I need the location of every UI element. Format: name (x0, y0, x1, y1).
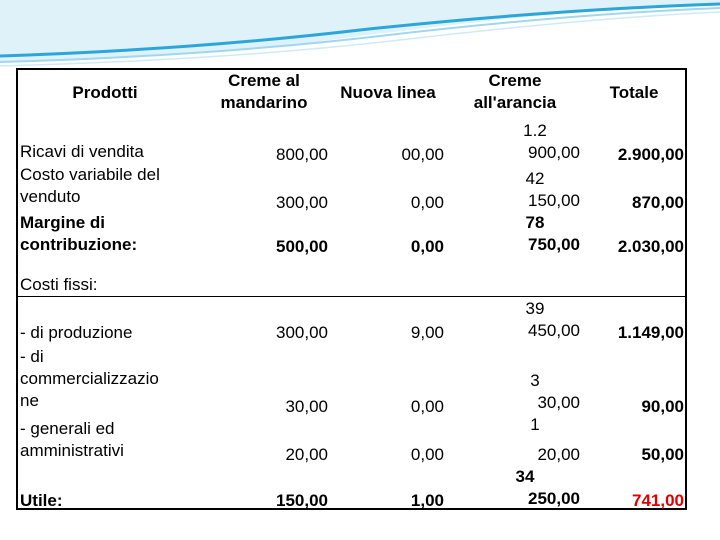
mandarino-generali: 20,00 (285, 445, 328, 464)
nuova-costo-variabile: 0,00 (410, 193, 444, 212)
label-produzione: - di produzione (20, 323, 133, 342)
arancia-produzione-line1: 39 (525, 299, 545, 318)
nuova-margine: 0,00 (410, 237, 444, 256)
arancia-costo-line2: 150,00 (528, 191, 580, 210)
totale-margine: 2.030,00 (617, 237, 684, 256)
arancia-ricavi-line2: 900,00 (528, 143, 580, 162)
arancia-margine-line2: 750,00 (528, 235, 580, 254)
mandarino-produzione: 300,00 (276, 323, 328, 342)
mandarino-costo-variabile: 300,00 (276, 193, 328, 212)
arancia-commerciale-line1: 3 (530, 371, 540, 390)
header-totale: Totale (609, 83, 659, 102)
arancia-generali-line1: 1 (530, 415, 540, 434)
arancia-generali-line2: 20,00 (537, 445, 580, 464)
arancia-costo-variabile (450, 168, 580, 212)
label-costo-variabile: Costo variabile del venduto (20, 165, 160, 206)
totale-utile: 741,00 (632, 491, 684, 510)
nuova-ricavi: 00,00 (401, 145, 444, 164)
arancia-ricavi (450, 120, 580, 164)
totale-costo-variabile: 870,00 (632, 193, 684, 212)
nuova-generali: 0,00 (410, 445, 444, 464)
label-costi-fissi: Costi fissi: (20, 275, 98, 294)
totale-generali: 50,00 (641, 445, 684, 464)
nuova-utile: 1,00 (410, 491, 444, 510)
arancia-margine (450, 212, 580, 256)
nuova-commercializzazione: 0,00 (410, 397, 444, 416)
arancia-costo-line1: 42 (525, 169, 545, 188)
totale-ricavi: 2.900,00 (617, 145, 684, 164)
arancia-utile-line2: 250,00 (528, 489, 580, 508)
header-creme-arancia: Creme all'arancia (473, 71, 557, 112)
arancia-commerciale-line2: 30,00 (537, 393, 580, 412)
totale-produzione: 1.149,00 (617, 323, 684, 342)
totale-commercializzazione: 90,00 (641, 397, 684, 416)
arancia-generali (450, 444, 580, 466)
nuova-produzione: 9,00 (410, 323, 444, 342)
mandarino-ricavi: 800,00 (276, 145, 328, 164)
table-divider (16, 296, 687, 297)
arancia-utile (450, 466, 580, 510)
label-utile: Utile: (20, 491, 63, 510)
mandarino-margine: 500,00 (276, 237, 328, 256)
mandarino-utile: 150,00 (276, 491, 328, 510)
label-ricavi: Ricavi di vendita (20, 142, 144, 161)
header-nuova-linea: Nuova linea (340, 83, 436, 102)
arancia-utile-line1: 34 (515, 467, 535, 486)
arancia-produzione (450, 298, 580, 342)
arancia-commercializzazione (450, 370, 580, 436)
label-commercializzazione: - di commercializzazio ne (20, 347, 159, 410)
mandarino-commercializzazione: 30,00 (285, 397, 328, 416)
label-generali: - generali ed amministrativi (20, 419, 124, 460)
header-prodotti: Prodotti (72, 83, 138, 102)
arancia-ricavi-line1: 1.2 (523, 121, 547, 140)
label-margine: Margine di contribuzione: (20, 213, 138, 254)
arancia-margine-line1: 78 (525, 213, 545, 232)
arancia-produzione-line2: 450,00 (528, 321, 580, 340)
header-creme-mandarino: Creme al mandarino (220, 71, 308, 112)
